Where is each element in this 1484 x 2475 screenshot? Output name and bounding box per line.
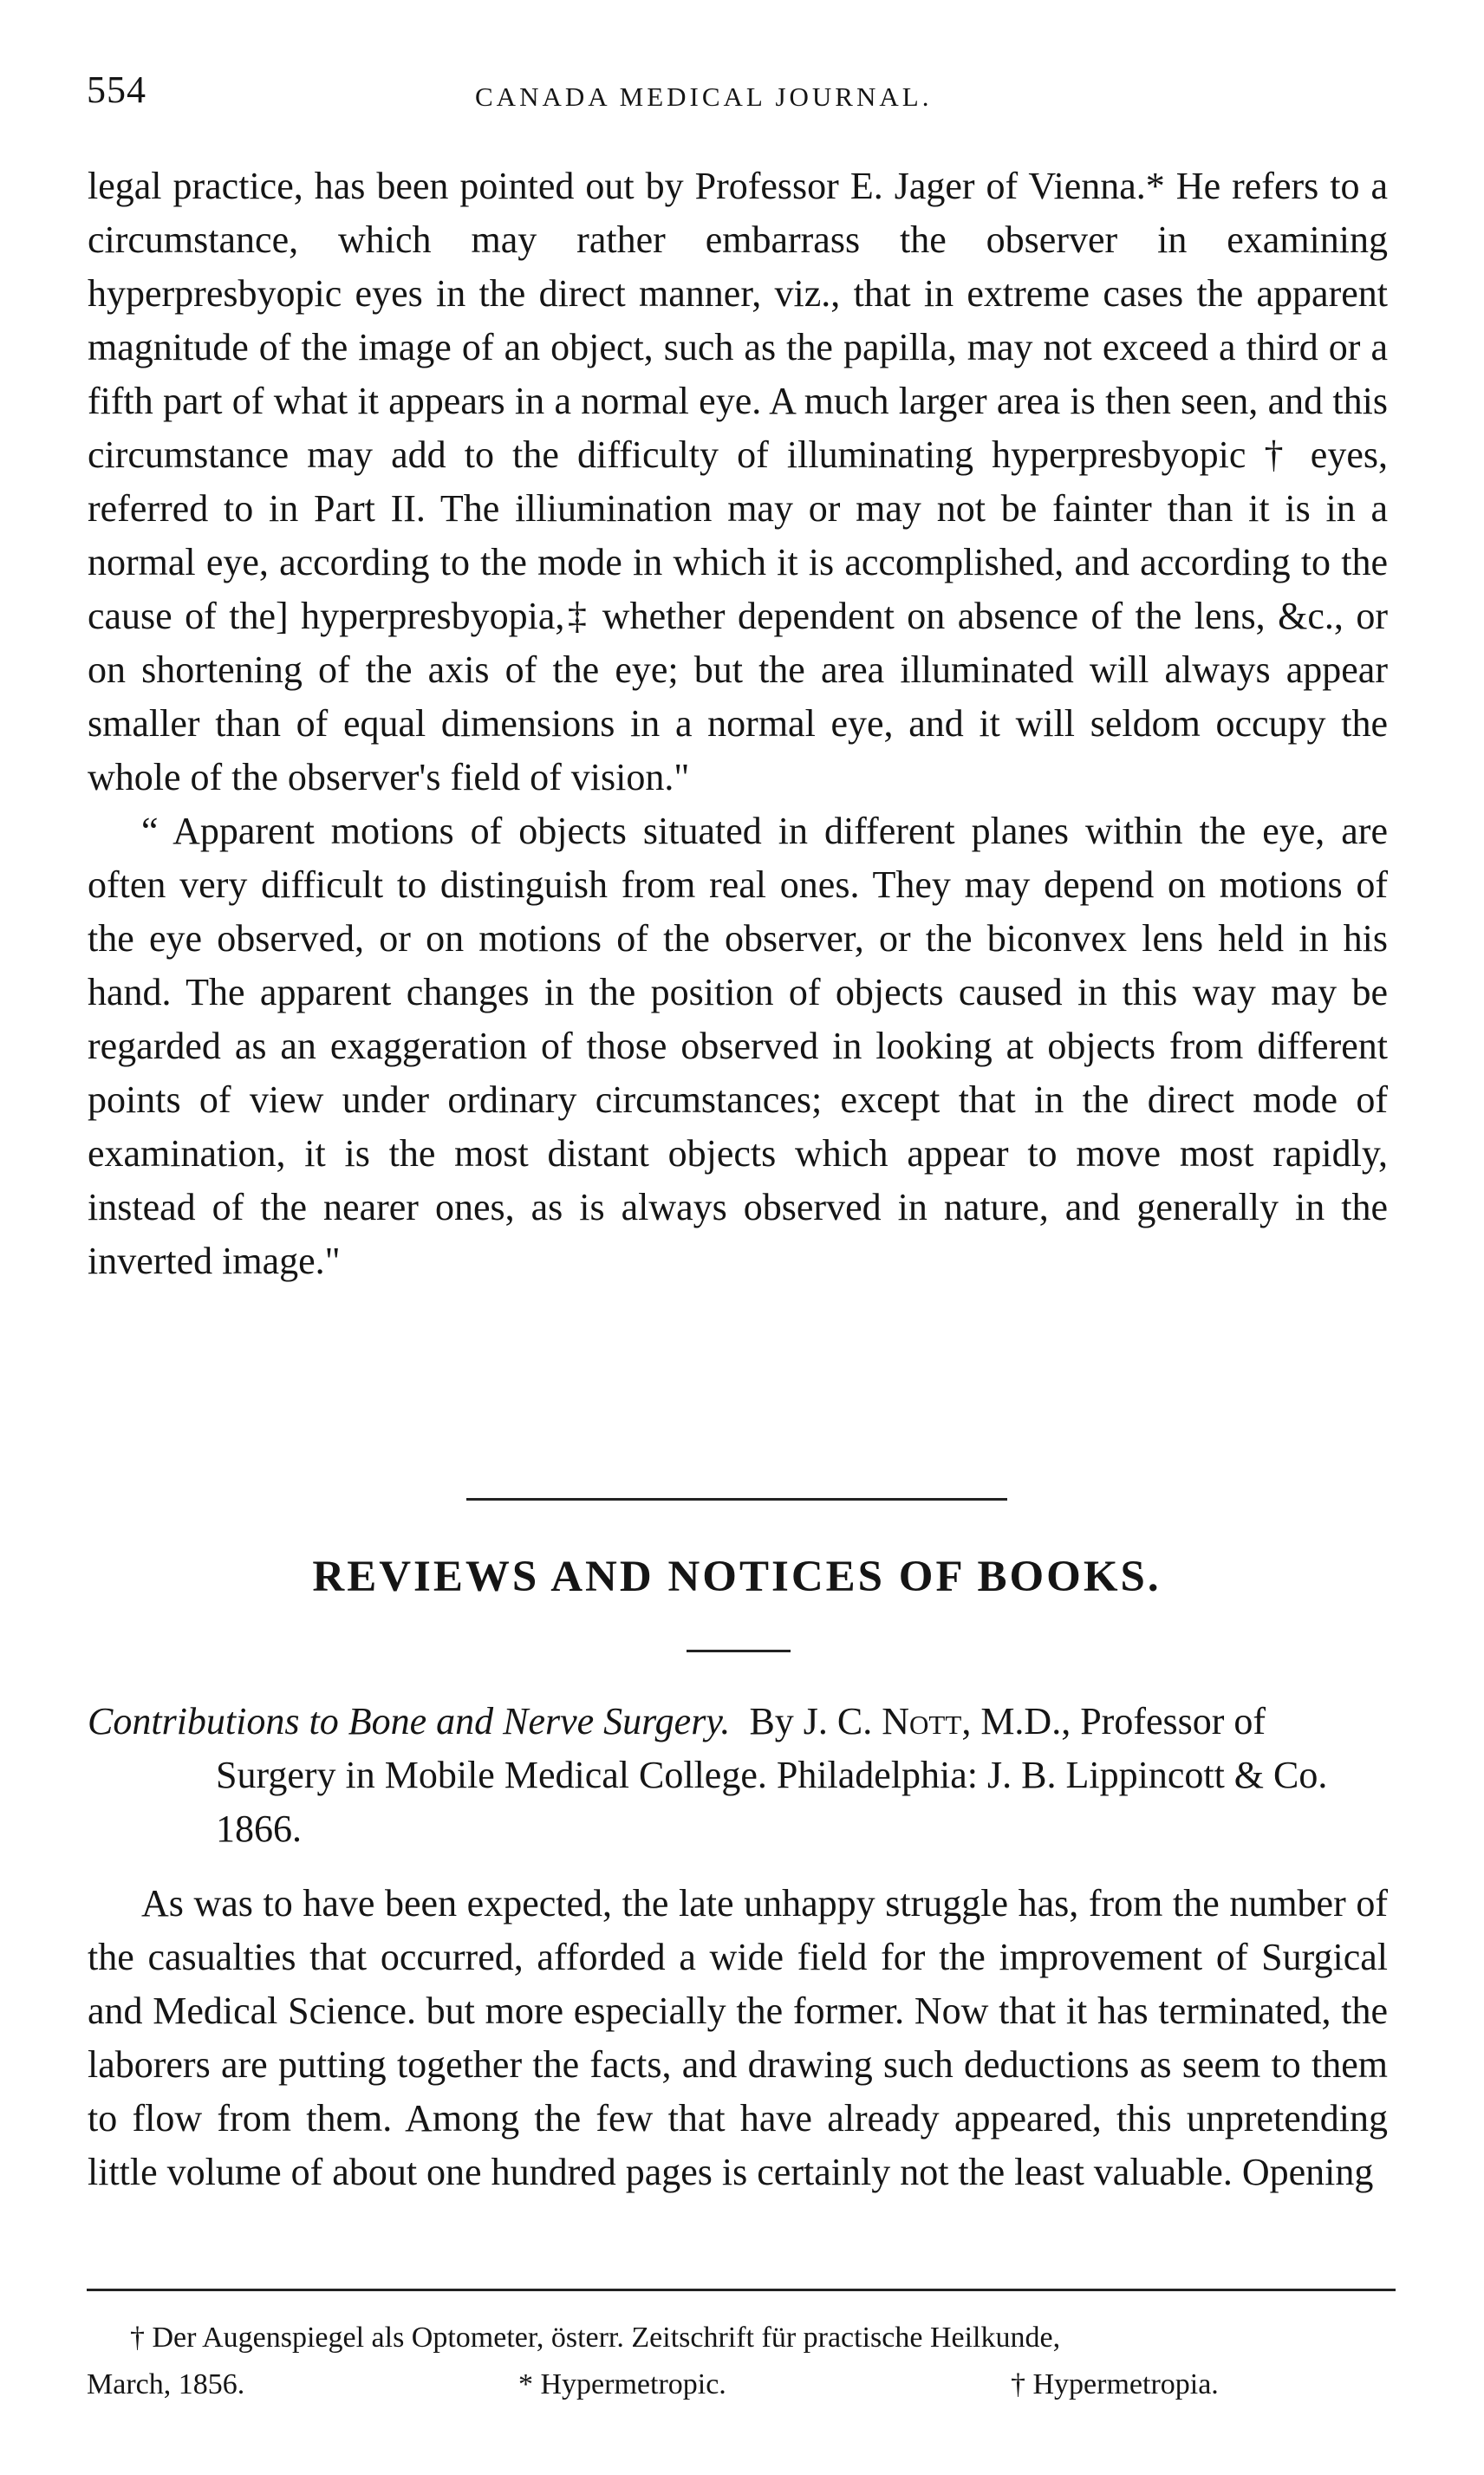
author-surname: Nott	[882, 1700, 962, 1742]
footnotes	[87, 2315, 1396, 2408]
book-citation	[88, 1695, 1388, 1856]
review-paragraph: As was to have been expected, the late unhappy struggle has, from the number of the casualties that occurred, afforded a wide field for the improvement of Surgical and Medical Science. but more especially the former. Now that it has terminated, the laborers are putting together the facts, and drawing such deductions as seem to them to flow from them. Among the few that have already appeared, this unpretending little volume of about one hundred pages is certainly not the least valuable. Opening	[88, 1882, 1388, 2193]
review-section	[88, 1695, 1388, 2199]
paragraph-2: “ Apparent motions of objects situated in different planes within the eye, are often very difficult to distinguish from real ones. They may depend on motions of the eye observed, or on motions of the observer, or the biconvex lens held in his hand. The apparent changes in the position of objects caused in this way may be regarded as an exaggeration of those observed in looking at objects from different points of view under ordinary circumstances; except that in the direct mode of examination, it is the most distant objects which appear to move most rapidly, instead of the nearer ones, as is always observed in nature, and generally in the inverted image."	[88, 810, 1388, 1282]
footnote-rule	[87, 2289, 1396, 2291]
citation-details: , M.D., Professor of Surgery in Mobile Medical College. Philadelphia: J. B. Lippincott & Co. 1866.	[216, 1700, 1328, 1850]
footnote-3: † Hypermetropia.	[1011, 2368, 1219, 2400]
section-divider-rule	[466, 1498, 1007, 1501]
footnote-2: * Hypermetropic.	[518, 2368, 726, 2400]
page-number: 554	[87, 68, 146, 111]
section-title: REVIEWS AND NOTICES OF BOOKS.	[312, 1553, 1162, 1601]
page-header	[87, 68, 1387, 120]
title-underline-rule	[687, 1650, 791, 1652]
paragraph-1: legal practice, has been pointed out by Professor E. Jager of Vienna.* He refers to a circumstance, which may rather embarrass the observer in examining hyperpresbyopic eyes in the direct manner, viz., that in extreme cases the apparent magnitude of the image of an object, such as the papilla, may not exceed a third or a fifth part of what it appears in a normal eye. A much larger area is then seen, and this circumstance may add to the difficulty of illuminating hyperpresbyopic † eyes, referred to in Part II. The illiumination may or may not be fainter than it is in a normal eye, according to the mode in which it is accomplished, and according to the cause of the] hyperpresbyopia,‡ whether dependent on absence of the lens, &c., or on shortening of the axis of the eye; but the area illuminated will always appear smaller than of equal dimensions in a normal eye, and it will seldom occupy the whole of the observer's field of vision."	[88, 165, 1388, 798]
running-head: CANADA MEDICAL JOURNAL.	[475, 81, 933, 112]
book-title: Contributions to Bone and Nerve Surgery.	[88, 1700, 731, 1742]
article-continuation	[88, 160, 1388, 1288]
footnote-1-date: March, 1856.	[87, 2368, 245, 2400]
footnote-1: † Der Augenspiegel als Optometer, österr. Zeitschrift für practische Heilkunde,	[130, 2322, 1061, 2354]
citation-by: By J. C.	[749, 1700, 873, 1742]
footnote-line-2	[87, 2361, 1396, 2408]
